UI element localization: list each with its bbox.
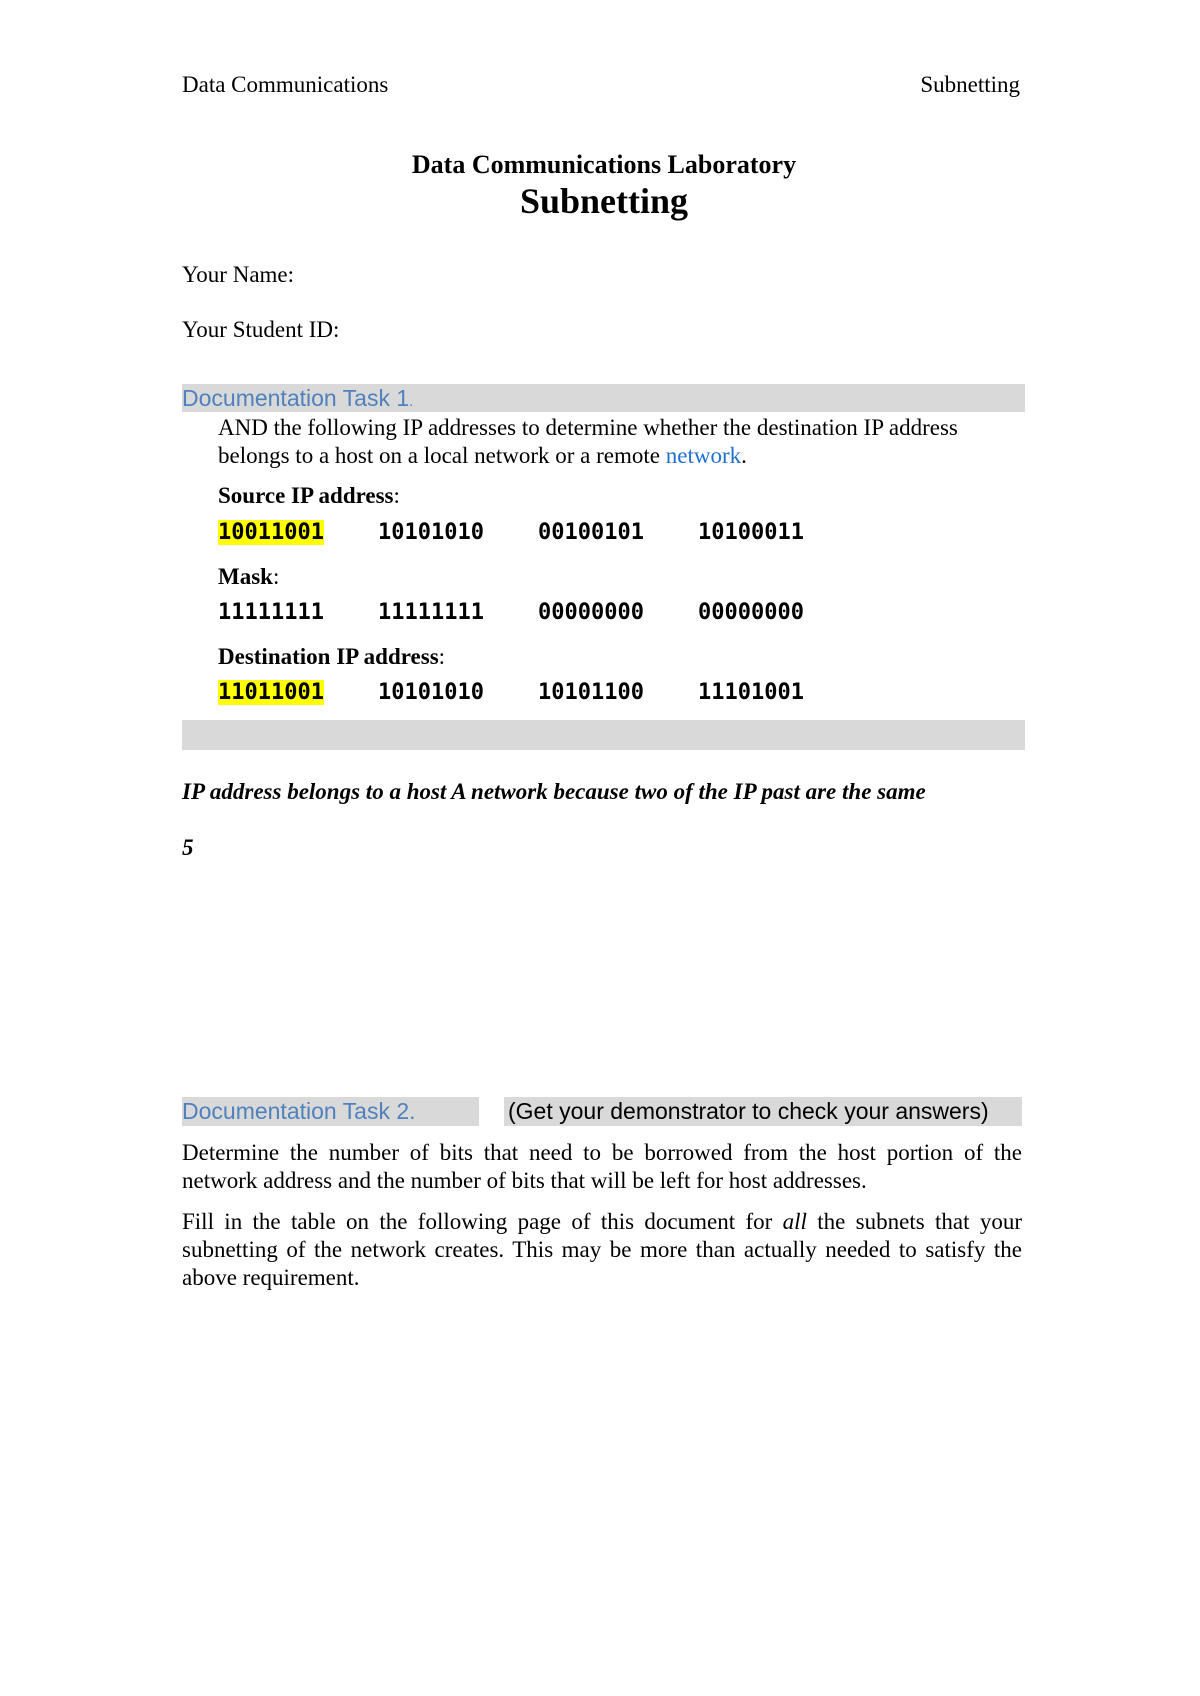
mask-label xyxy=(218,563,1026,591)
mask-octet-2: 11111111 xyxy=(378,600,484,625)
source-label-text: Source IP address xyxy=(218,483,394,508)
mask-octet-3: 00000000 xyxy=(538,600,644,625)
mask-octet-4: 00000000 xyxy=(698,600,804,625)
task1-heading xyxy=(182,385,413,412)
dest-octet-3: 10101100 xyxy=(538,680,644,705)
header-left: Data Communications xyxy=(182,72,389,97)
source-label-colon: : xyxy=(393,483,400,508)
task2-paragraph-1: Determine the number of bits that need to be borrowed from the host portion of the network address and the number of bits that will be left for host addresses. xyxy=(182,1140,1022,1193)
task1-instruction xyxy=(218,414,1026,470)
source-octet-3: 00100101 xyxy=(538,520,644,545)
dest-label xyxy=(218,643,1026,671)
source-octet-4: 10100011 xyxy=(698,520,804,545)
source-label xyxy=(218,482,1026,510)
answer-line-1: IP address belongs to a host A network because two of the IP past are the same xyxy=(182,779,926,804)
source-octet-2-text: 10101010 xyxy=(378,520,484,545)
task1-bottom-bar xyxy=(182,720,1025,750)
task2-note: (Get your demonstrator to check your answers) xyxy=(508,1098,989,1124)
network-link[interactable]: network xyxy=(665,443,742,468)
mask-octet-1: 11111111 xyxy=(218,600,324,625)
page-title: Subnetting xyxy=(519,181,689,221)
mask-label-colon: : xyxy=(272,564,280,589)
source-octet-1: 10011001 xyxy=(218,520,324,545)
task2-paragraph-2-end: the subnets that your subnetting of the network creates. This may be more than actually needed to satisfy the above requirement. xyxy=(182,1209,1023,1290)
task1-heading-dot: . xyxy=(409,393,414,410)
student-id-field: Your Student ID: xyxy=(182,317,340,342)
dest-octet-1: 11011001 xyxy=(218,680,324,705)
dest-octet-2-text: 10101010 xyxy=(378,680,484,705)
task2-heading: Documentation Task 2. xyxy=(182,1098,416,1124)
mask-label-text: Mask xyxy=(218,564,273,589)
task2-paragraph-2-emphasis: all xyxy=(782,1209,807,1234)
answer-line-2: 5 xyxy=(182,835,194,860)
dest-label-colon: : xyxy=(438,644,446,669)
task1-instruction-end: . xyxy=(741,443,747,468)
task1-heading-text: Documentation Task 1 xyxy=(182,385,410,411)
dest-octet-4: 11101001 xyxy=(698,680,804,705)
dest-label-text: Destination IP address xyxy=(218,644,439,669)
task2-paragraph-2-start: Fill in the table on the following page of this document for xyxy=(182,1209,783,1234)
task1-instruction-text: AND the following IP addresses to determine whether the destination IP address belongs to a host on a local network or a remote xyxy=(218,415,958,468)
lab-title: Data Communications Laboratory xyxy=(411,150,797,179)
task2-paragraph-2 xyxy=(182,1208,1022,1292)
header-right: Subnetting xyxy=(920,72,1020,97)
name-field: Your Name: xyxy=(182,262,295,287)
